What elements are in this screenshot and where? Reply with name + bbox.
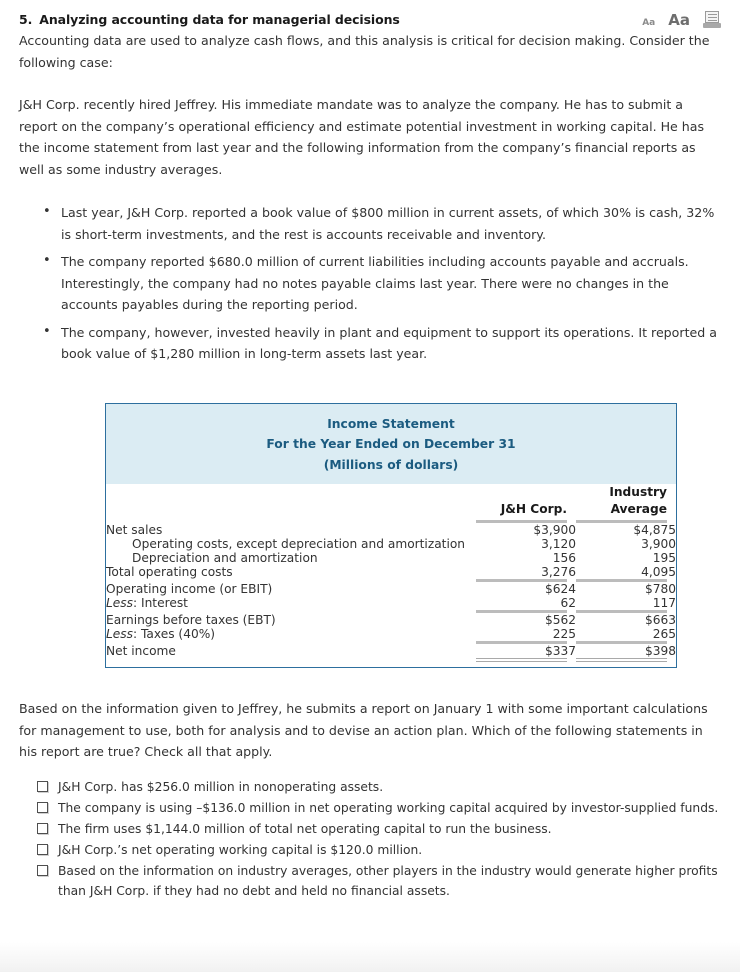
row-label: Operating income (or EBIT)	[106, 582, 273, 596]
answer-option-1[interactable]	[37, 777, 721, 797]
row-value-jh: 225	[552, 627, 576, 641]
table-bottom-spacer	[106, 662, 676, 667]
question-number: 5.	[19, 11, 33, 27]
row-label-prefix: Less	[106, 627, 133, 641]
answer-option-label: The firm uses $1,144.0 million of total net operating capital to run the business.	[58, 821, 552, 836]
checkbox-icon[interactable]	[37, 781, 48, 792]
row-label: Operating costs, except depreciation and amortization	[132, 537, 466, 551]
statement-title-line-3: (Millions of dollars)	[323, 457, 459, 472]
paragraph-spacer	[19, 73, 721, 94]
row-label-prefix: Less	[106, 596, 133, 610]
checkbox-icon[interactable]	[37, 802, 48, 813]
table-row	[106, 596, 676, 610]
question-prompt: Based on the information given to Jeffrey, he submits a report on January 1 with some important calculations for management to use, both for analysis and to devise an action plan. Which of the following statements in his report are true? Check all that apply.	[19, 701, 708, 759]
column-header-jh-corp-label: J&H Corp.	[500, 502, 567, 516]
statement-title-line-2: For the Year Ended on December 31	[266, 437, 516, 451]
row-value-industry: $780	[644, 582, 676, 596]
row-value-jh: 62	[560, 596, 576, 610]
column-header-industry-line1: Industry	[609, 485, 667, 499]
row-label	[106, 596, 476, 610]
table-row	[106, 551, 676, 565]
header-toolbar	[642, 11, 726, 28]
row-value-jh: $562	[544, 613, 576, 627]
row-value-industry: 3,900	[641, 537, 676, 551]
intro-paragraph-2: J&H Corp. recently hired Jeffrey. His immediate mandate was to analyze the company. He has to submit a report on the company’s operational efficiency and estimate potential investment in working capital. He has the income statement from last year and the following information from the company’s financial reports as well as some industry averages.	[19, 97, 705, 177]
row-label: Net income	[106, 644, 176, 658]
row-label: Depreciation and amortization	[132, 551, 318, 565]
answer-option-label: J&H Corp. has $256.0 million in nonoperating assets.	[58, 779, 384, 794]
intro-paragraph-1: Accounting data are used to analyze cash flows, and this analysis is critical for decision making. Consider the following case:	[19, 33, 710, 70]
list-item: • Last year, J&H Corp. reported a book value of $800 million in current assets, of which 30% is cash, 32% is short-term investments, and the rest is accounts receivable and inventory.	[41, 202, 721, 245]
header-blank-cell	[106, 484, 476, 520]
page-title	[19, 12, 400, 27]
table-row	[106, 644, 676, 658]
row-value-jh: $624	[544, 582, 576, 596]
checkbox-icon[interactable]	[37, 823, 48, 834]
table-row	[106, 523, 676, 537]
printer-line-3	[708, 20, 717, 21]
printer-base-shape	[703, 23, 721, 28]
row-value-industry: 265	[652, 627, 676, 641]
row-label-text: : Interest	[133, 596, 188, 610]
row-label: Net sales	[106, 523, 163, 537]
printer-icon[interactable]	[703, 11, 721, 28]
row-label	[106, 627, 476, 641]
answer-option-label: The company is using –$136.0 million in net operating working capital acquired by investor-supplied funds.	[58, 800, 719, 815]
facts-list	[19, 202, 721, 365]
answer-option-label: Based on the information on industry averages, other players in the industry would generate higher profits than J&H Corp. if they had no debt and held no financial assets.	[58, 863, 718, 898]
table-row	[106, 537, 676, 551]
printer-line-1	[708, 14, 717, 15]
increase-font-size-button[interactable]: Aa	[668, 10, 690, 29]
row-label: Earnings before taxes (EBT)	[106, 613, 276, 627]
question-title-text: Analyzing accounting data for managerial decisions	[39, 11, 400, 27]
answer-option-4[interactable]	[37, 840, 721, 860]
table-row	[106, 627, 676, 641]
answer-option-2[interactable]	[37, 798, 721, 818]
row-value-jh: 3,120	[541, 537, 576, 551]
row-value-industry: $663	[644, 613, 676, 627]
question-header	[0, 0, 740, 30]
answer-options-list	[19, 777, 721, 901]
income-statement-title-block	[106, 404, 676, 485]
list-item: • The company reported $680.0 million of current liabilities including accounts payable and accruals. Interestingly, the company had no notes payable claims last year. There were no changes in the accounts payables during the reporting period.	[41, 251, 721, 316]
table-row	[106, 582, 676, 596]
answer-option-3[interactable]	[37, 819, 721, 839]
table-header-row	[106, 484, 676, 520]
row-value-industry: $398	[644, 644, 676, 658]
row-value-jh: 3,276	[541, 565, 576, 579]
column-header-industry-line2: Average	[610, 502, 667, 516]
row-value-jh: $3,900	[533, 523, 576, 537]
row-value-jh: $337	[544, 644, 576, 658]
income-statement-table	[105, 403, 677, 669]
column-header-jh-corp	[476, 484, 576, 520]
row-value-industry: 117	[652, 596, 676, 610]
answer-option-label: J&H Corp.’s net operating working capital is $120.0 million.	[58, 842, 423, 857]
income-statement-grid	[106, 484, 676, 667]
row-value-industry: 4,095	[641, 565, 676, 579]
statement-title-line-1: Income Statement	[327, 416, 455, 431]
row-value-industry: $4,875	[633, 523, 676, 537]
row-value-jh: 156	[552, 551, 576, 565]
column-header-industry-average	[576, 484, 676, 520]
checkbox-icon[interactable]	[37, 844, 48, 855]
question-body	[0, 30, 740, 901]
table-row	[106, 565, 676, 579]
row-value-industry: 195	[652, 551, 676, 565]
checkbox-icon[interactable]	[37, 865, 48, 876]
page-footer-strip	[0, 942, 740, 972]
row-label: Total operating costs	[106, 565, 233, 579]
printer-line-2	[708, 17, 717, 18]
list-item: • The company, however, invested heavily in plant and equipment to support its operations. It reported a book value of $1,280 million in long-term assets last year.	[41, 322, 721, 365]
answer-option-5[interactable]	[37, 861, 721, 901]
row-label-text: : Taxes (40%)	[133, 627, 216, 641]
decrease-font-size-button[interactable]: Aa	[642, 17, 656, 28]
table-row	[106, 613, 676, 627]
